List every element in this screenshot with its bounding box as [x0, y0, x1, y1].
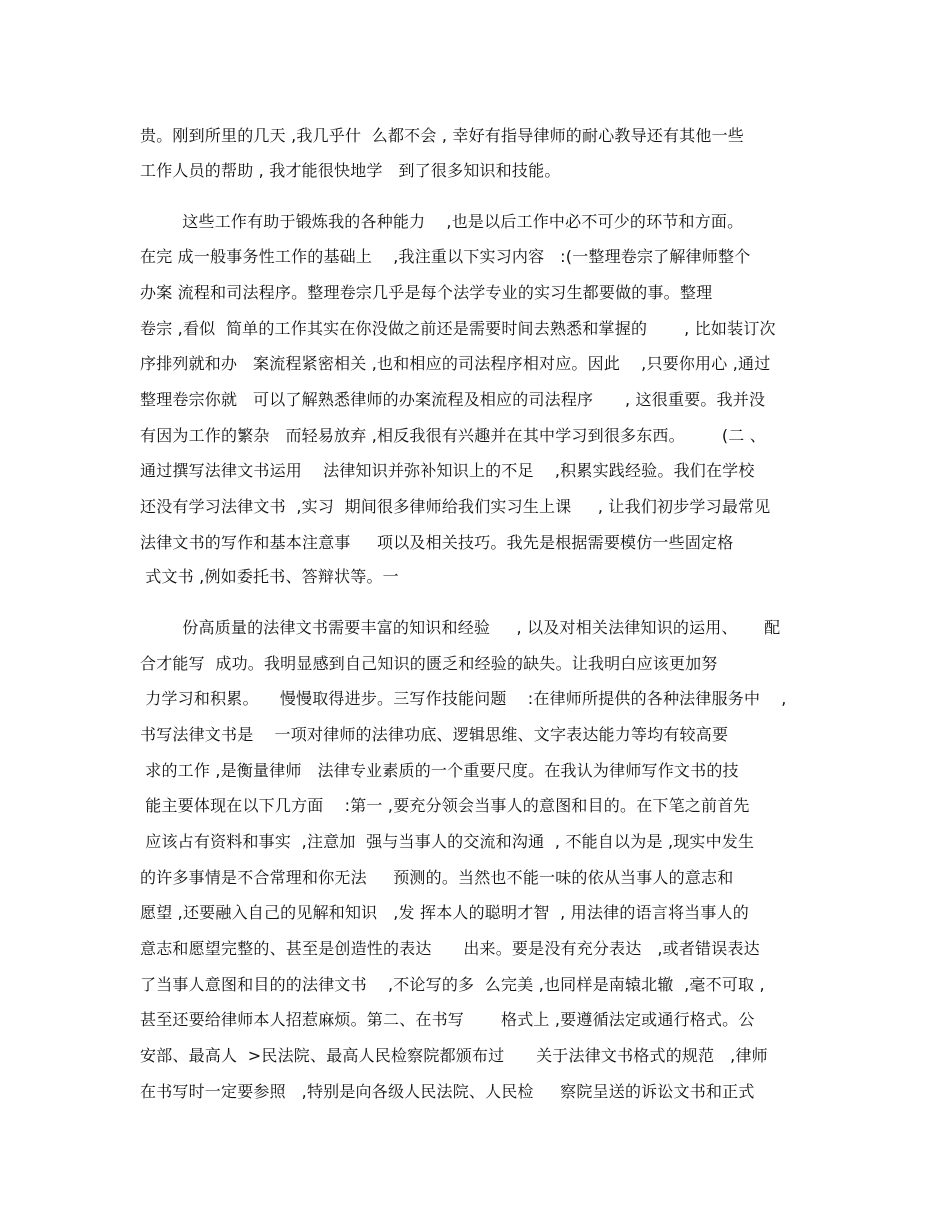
text-line: 卷宗 ,看似 简单的工作其实在你没做之前还是需要时间去熟悉和掌握的 , 比如装订次: [140, 319, 776, 338]
text-line: 法律文书的写作和基本注意事 项以及相关技巧。我先是根据需要模仿一些固定格: [140, 533, 734, 552]
text-line: 序排列就和办 案流程紧密相关 ,也和相应的司法程序相对应。因此 ,只要你用心 ,通过: [140, 354, 771, 373]
text-line: 愿望 ,还要融入自己的见解和知识 ,发 挥本人的聪明才智 , 用法律的语言将当事人的: [140, 903, 749, 922]
text-line: 份高质量的法律文书需要丰富的知识和经验 , 以及对相关法律知识的运用、 配: [140, 618, 781, 637]
text-line: 这些工作有助于锻炼我的各种能力 ,也是以后工作中必不可少的环节和方面。: [140, 212, 744, 231]
text-line: 在完 成一般事务性工作的基础上 ,我注重以下实习内容 :(一整理卷宗了解律师整个: [140, 247, 751, 266]
text-line: 了当事人意图和目的的法律文书 ,不论写的多 么完美 ,也同样是南辕北辙 ,毫不可取 ,: [140, 975, 765, 994]
text-line: 通过撰写法律文书运用 法律知识并弥补知识上的不足 ,积累实践经验。我们在学校: [140, 461, 755, 480]
text-line: 在书写时一定要参照 ,特别是向各级人民法院、人民检 察院呈送的诉讼文书和正式: [140, 1082, 755, 1101]
text-line: 安部、最高人 >民法院、最高人民检察院都颁布过 关于法律文书格式的规范 ,律师: [140, 1046, 768, 1065]
text-line: 还没有学习法律文书 ,实习 期间很多律师给我们实习生上课 , 让我们初步学习最常见: [140, 497, 771, 516]
text-line: 工作人员的帮助 , 我才能很快地学 到了很多知识和技能。: [140, 161, 561, 180]
text-line: 求的工作 ,是衡量律师 法律专业素质的一个重要尺度。在我认为律师写作文书的技: [140, 761, 739, 780]
text-line: 合才能写 成功。我明显感到自己知识的匮乏和经验的缺失。让我明白应该更加努: [140, 654, 718, 673]
text-line: 整理卷宗你就 可以了解熟悉律师的办案流程及相应的司法程序 , 这很重要。我并没: [140, 390, 766, 409]
text-line: 力学习和积累。 慢慢取得进步。三写作技能问题 :在律师所提供的各种法律服务中 ,: [140, 689, 787, 708]
text-line: 贵。刚到所里的几天 ,我几乎什 么都不会 , 幸好有指导律师的耐心教导还有其他一些: [140, 126, 745, 145]
text-line: 能主要体现在以下几方面 :第一 ,要充分领会当事人的意图和目的。在下笔之前首先: [140, 796, 750, 815]
text-line: 甚至还要给律师本人招惹麻烦。第二、在书写 格式上 ,要遵循法定或通行格式。公: [140, 1010, 755, 1029]
text-line: 办案 流程和司法程序。整理卷宗几乎是每个法学专业的实习生都要做的事。整理: [140, 283, 713, 302]
text-line: 书写法律文书是 一项对律师的法律功底、逻辑思维、文字表达能力等均有较高要: [140, 725, 729, 744]
text-line: 意志和愿望完整的、甚至是创造性的表达 出来。要是没有充分表达 ,或者错误表达: [140, 939, 760, 958]
text-line: 式文书 ,例如委托书、答辩状等。一: [140, 567, 399, 586]
text-line: 应该占有资料和事实 ,注意加 强与当事人的交流和沟通 , 不能自以为是 ,现实中发生: [140, 832, 755, 851]
text-line: 有因为工作的繁杂 而轻易放弃 ,相反我很有兴趣并在其中学习到很多东西。 (二 、: [140, 426, 766, 445]
text-line: 的许多事情是不合常理和你无法 预测的。当然也不能一味的依从当事人的意志和: [140, 868, 734, 887]
